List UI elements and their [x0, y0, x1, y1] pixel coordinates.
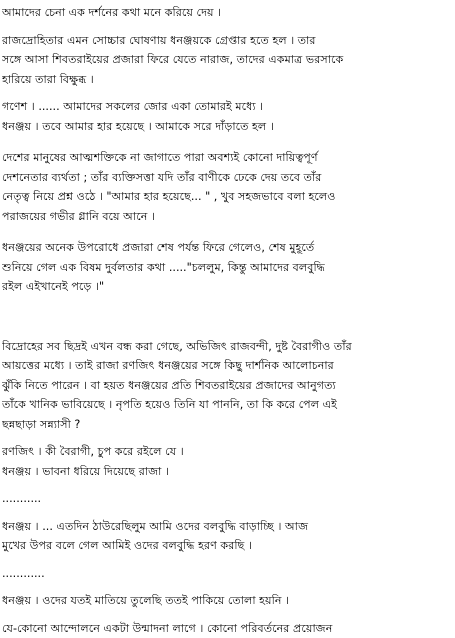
- paragraph-subjects: [2, 238, 453, 297]
- text-line: আয়ত্তের মধ্যে । তাই রাজা রণজিৎ ধনঞ্জয়ের সঙ্গে কিছু দার্শনিক আলোচনার: [2, 356, 453, 376]
- text-line: সঙ্গে আসা শিবতরাইয়ের প্রজারা ফিরে যেতে নারাজ, তাদের একমাত্র ভরসাকে: [2, 50, 453, 70]
- dialogue-dhananjay-strength: [2, 517, 453, 556]
- text-line: বিদ্রোহের সব ছিদ্রই এখন বন্ধ করা গেছে, অভিজিৎ রাজবন্দী, দুষ্ট বৈরাগীও তাঁর: [2, 337, 453, 357]
- dialogue-ranajit: [2, 442, 453, 481]
- text-line: শুনিয়ে গেল এক বিষম দুর্বলতার কথা ....."চললুম, কিন্তু আমাদের বলবুদ্ধি: [2, 258, 453, 278]
- text-line: পরাজয়ের গভীর গ্লানি বয়ে আনে ।: [2, 207, 453, 227]
- text-line: হারিয়ে তারা বিক্ষুব্ধ ।: [2, 70, 453, 90]
- text-line: নেতৃত্ব নিয়ে প্রশ্ন ওঠে । "আমার হার হয়েছে... " , খুব সহজভাবে বলা হলেও: [2, 187, 453, 207]
- ellipsis-separator: [2, 564, 453, 584]
- text-line: ঝুঁকি নিতে পারেন । বা হয়ত ধনঞ্জয়ের প্রতি শিবতরাইয়ের প্রজাদের আনুগত্য: [2, 376, 453, 396]
- text-line: তাঁকে খানিক ভাবিয়েছে । নৃপতি হয়েও তিনি যা পাননি, তা কি করে পেল এই: [2, 395, 453, 415]
- paragraph-movement: [2, 619, 453, 638]
- text-line: ছন্নছাড়া সন্ন্যাসী ?: [2, 415, 453, 435]
- ellipsis-separator: [2, 489, 453, 509]
- text-line: ধনঞ্জয় । ভাবনা ধরিয়ে দিয়েছে রাজা ।: [2, 462, 453, 482]
- text-line: ধনঞ্জয় । ... এতদিন ঠাউরেছিলুম আমি ওদের বলবুদ্ধি বাড়াচ্ছি । আজ: [2, 517, 453, 537]
- text-line: ...........: [2, 489, 453, 509]
- dialogue-ganesh: [2, 97, 453, 136]
- text-line: রাজদ্রোহিতার এমন সোচ্চার ঘোষণায় ধনঞ্জয়কে গ্রেপ্তার হতে হল । তার: [2, 31, 453, 51]
- text-line: গণেশ । ...... আমাদের সকলের জোর একা তোমারই মধ্যে ।: [2, 97, 453, 117]
- paragraph-intro: [2, 3, 453, 23]
- paragraph-arrest: [2, 31, 453, 90]
- text-line: আমাদের চেনা এক দর্শনের কথা মনে করিয়ে দেয় ।: [2, 3, 453, 23]
- text-line: ............: [2, 564, 453, 584]
- text-line: রণজিৎ । কী বৈরাগী, চুপ করে রইলে যে ।: [2, 442, 453, 462]
- text-line: ধনঞ্জয় । ওদের যতই মাতিয়ে তুলেছি ততই পাকিয়ে তোলা হয়নি ।: [2, 591, 453, 611]
- text-line: দেশনেতার ব্যর্থতা ; তাঁর ব্যক্তিসত্তা যদি তাঁর বাণীকে ঢেকে দেয় তবে তাঁর: [2, 168, 453, 188]
- text-line: দেশের মানুষের আত্মশক্তিকে না জাগাতে পারা অবশ্যই কোনো দায়িত্বপূর্ণ: [2, 148, 453, 168]
- text-line: ধনঞ্জয়ের অনেক উপরোধে প্রজারা শেষ পর্যন্ত ফিরে গেলেও, শেষ মুহূর্তে: [2, 238, 453, 258]
- text-line: মুখের উপর বলে গেল আমিই ওদের বলবুদ্ধি হরণ করছি ।: [2, 536, 453, 556]
- dialogue-dhananjay-excite: [2, 591, 453, 611]
- text-line: ধনঞ্জয় । তবে আমার হার হয়েছে । আমাকে সরে দাঁড়াতে হল ।: [2, 117, 453, 137]
- text-line: যে-কোনো আন্দোলনে একটা উন্মাদনা লাগে । কোনো পরিবর্তনের প্রয়োজন: [2, 619, 453, 638]
- paragraph-leadership: [2, 148, 453, 226]
- text-line: রইল এইখানেই পড়ে ।": [2, 277, 453, 297]
- paragraph-rebellion: [2, 337, 453, 435]
